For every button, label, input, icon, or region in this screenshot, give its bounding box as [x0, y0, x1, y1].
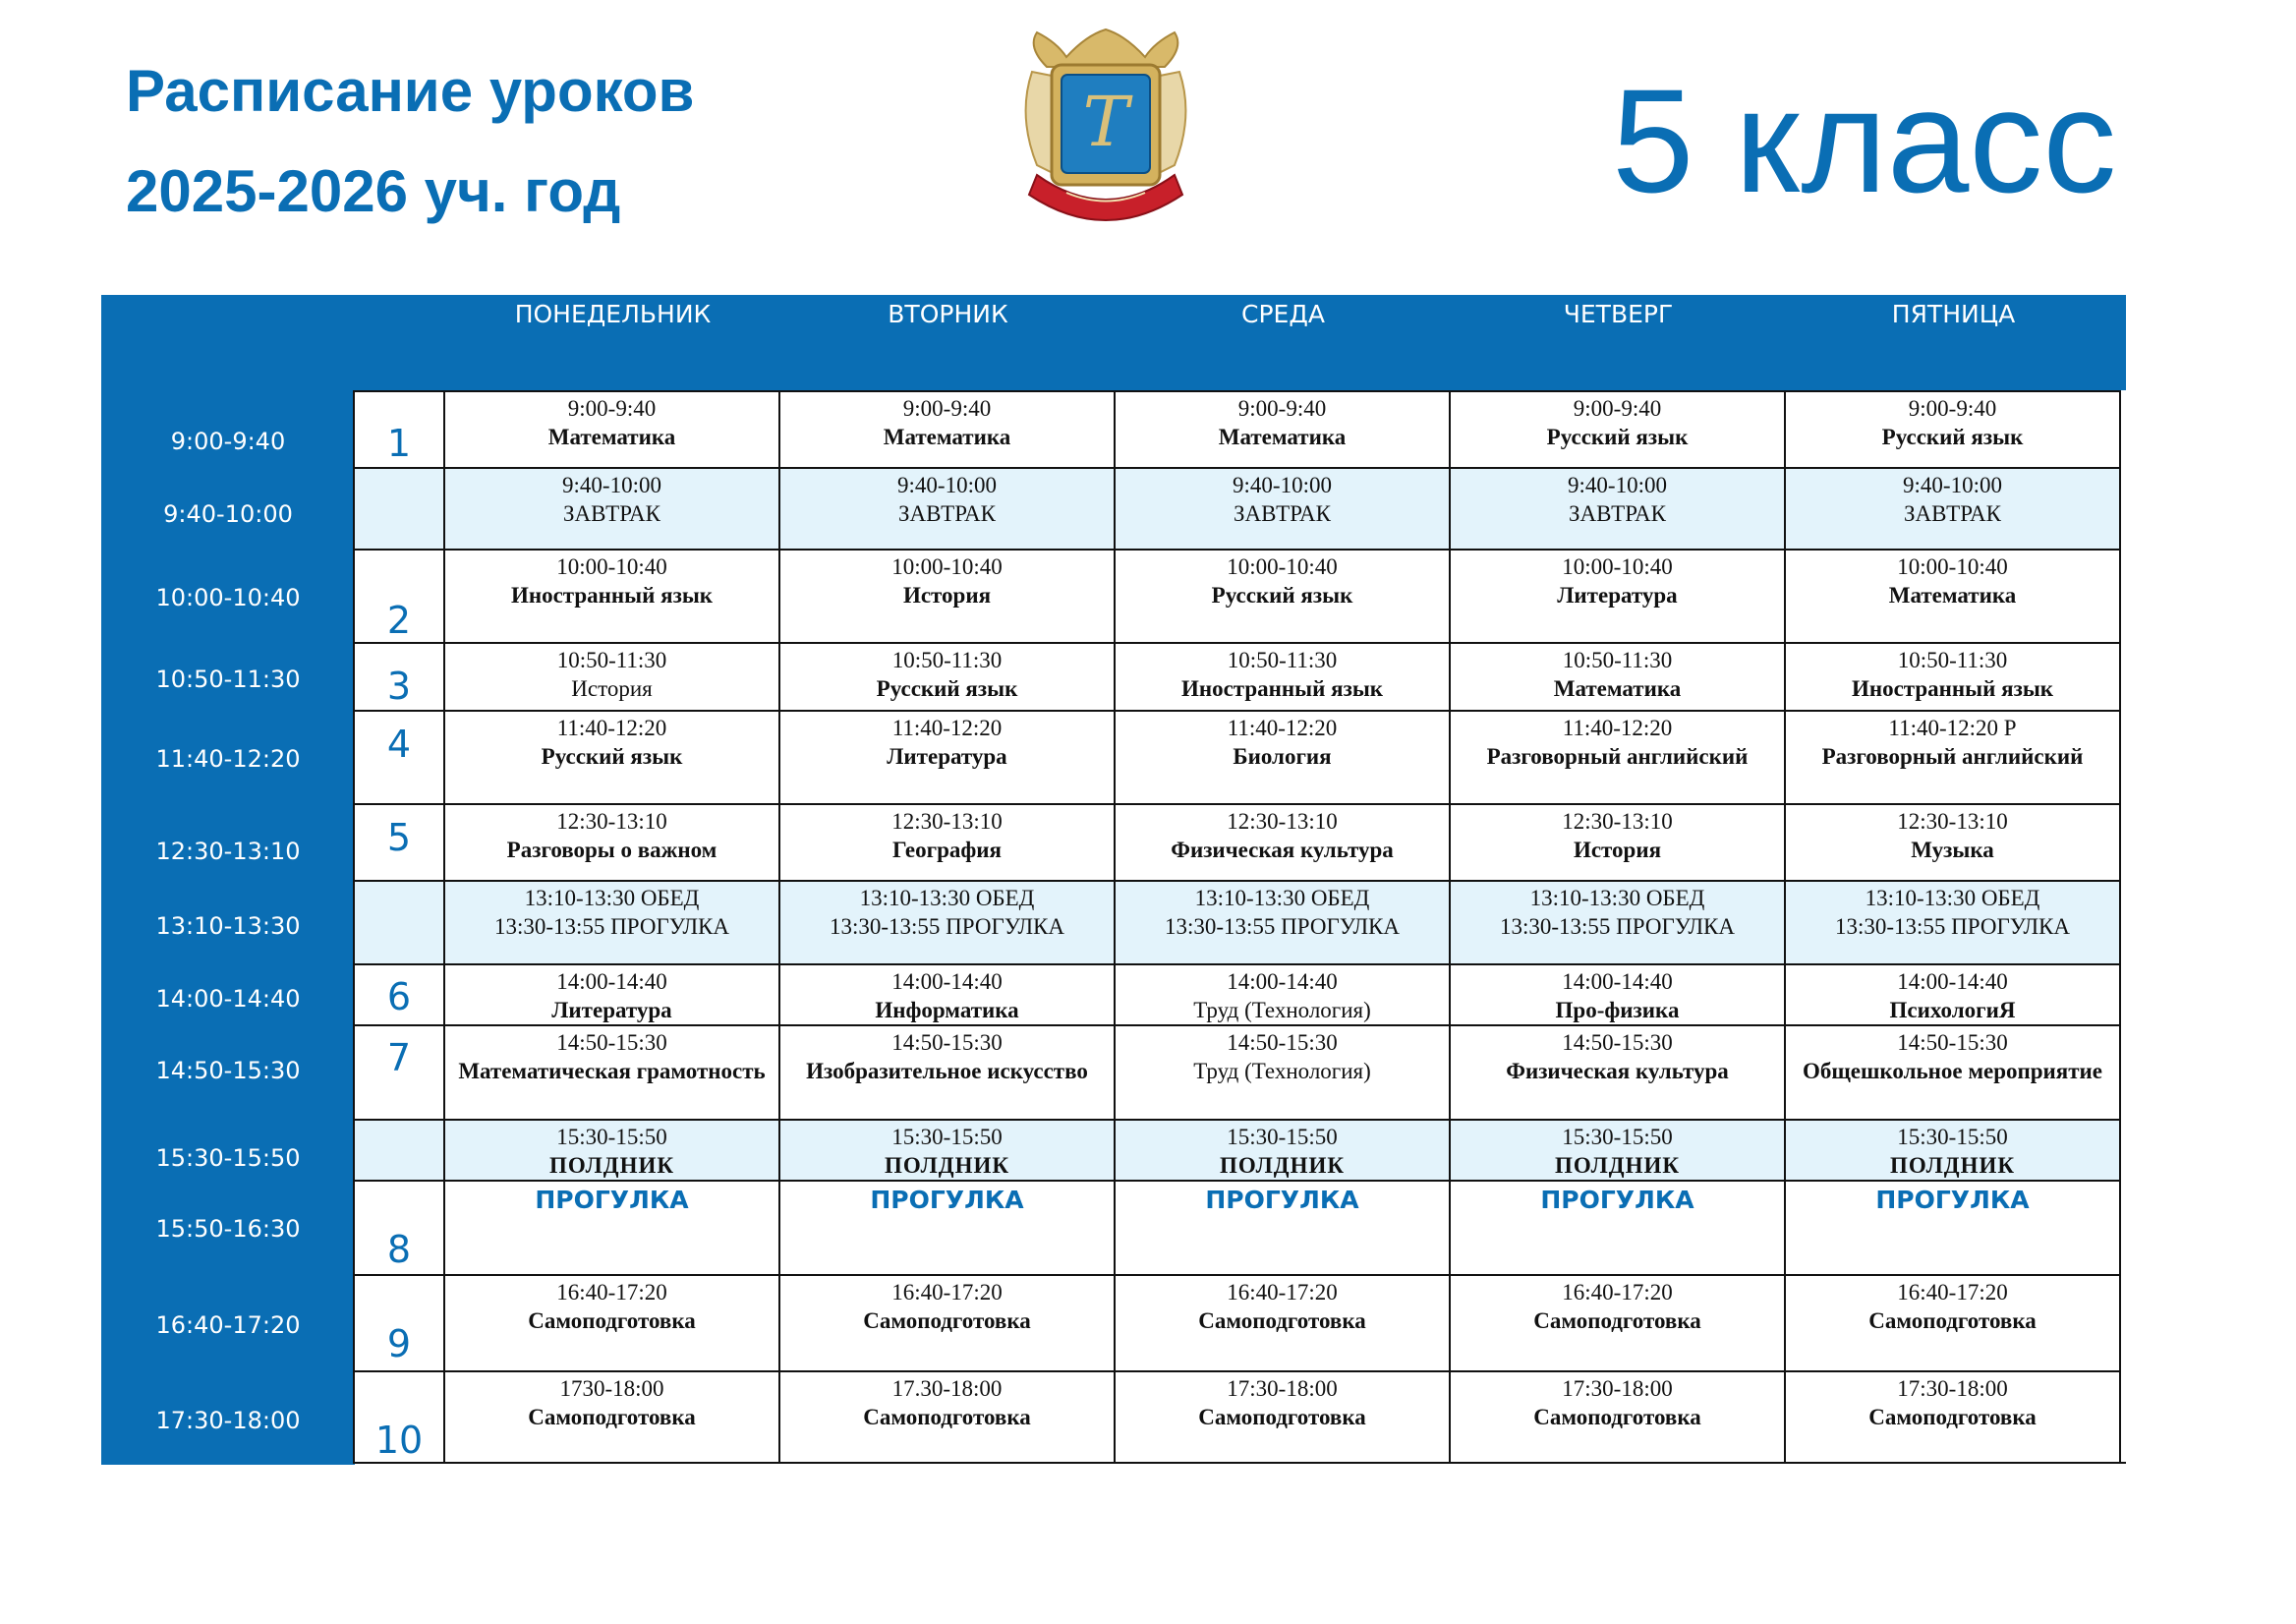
- lesson-number: 7: [386, 1036, 412, 1079]
- cell-subject: Труд (Технология): [1193, 998, 1371, 1022]
- cell-subject: ПОЛДНИК: [1219, 1153, 1346, 1178]
- cell-subject: ЗАВТРАК: [897, 501, 997, 526]
- lesson-number-cell: [355, 1119, 445, 1180]
- cell-time: 16:40-17:20: [1562, 1280, 1673, 1305]
- schedule-cell: [1786, 642, 2121, 710]
- schedule-cell: [780, 467, 1116, 549]
- cell-time: 9:40-10:00: [897, 473, 997, 497]
- cell-subject: Самоподготовка: [1533, 1405, 1701, 1429]
- day-header: ПОНЕДЕЛЬНИК: [514, 300, 712, 328]
- schedule-cell: [445, 390, 780, 467]
- time-slot-label: 9:00-9:40: [170, 428, 286, 455]
- schedule-cell: [1786, 880, 2121, 963]
- cell-subject: Физическая культура: [1506, 1059, 1729, 1083]
- cell-time: 12:30-13:10: [891, 809, 1003, 834]
- cell-time: 14:00-14:40: [891, 969, 1003, 994]
- schedule-cell: [780, 390, 1116, 467]
- cell-subject: Самоподготовка: [1868, 1308, 2037, 1333]
- cell-time: 11:40-12:20: [1227, 716, 1338, 740]
- cell-subject: 13:30-13:55 ПРОГУЛКА: [493, 914, 730, 939]
- cell-time: 10:50-11:30: [1227, 648, 1338, 672]
- cell-time: 15:30-15:50: [1562, 1125, 1673, 1149]
- cell-time: 10:00-10:40: [556, 554, 667, 579]
- cell-subject: Самоподготовка: [1868, 1405, 2037, 1429]
- cell-time: 10:00-10:40: [891, 554, 1003, 579]
- cell-subject: Иностранный язык: [510, 583, 714, 608]
- cell-subject: Русский язык: [876, 676, 1018, 701]
- cell-subject: Биология: [1233, 744, 1332, 769]
- cell-time: 13:10-13:30 ОБЕД: [1194, 886, 1370, 910]
- cell-time: 12:30-13:10: [556, 809, 667, 834]
- class-label: 5 класс: [1612, 58, 2117, 223]
- cell-subject: Самоподготовка: [1533, 1308, 1701, 1333]
- lesson-number-cell: [355, 549, 445, 642]
- table-left-border: [353, 390, 355, 1464]
- lesson-number-cell: [355, 1274, 445, 1370]
- cell-subject: Математика: [1888, 583, 2017, 608]
- cell-time: 13:10-13:30 ОБЕД: [1529, 886, 1705, 910]
- lesson-number-cell: [355, 963, 445, 1024]
- cell-subject: Литература: [551, 998, 672, 1022]
- schedule-cell: [445, 803, 780, 880]
- time-slot-label: 14:50-15:30: [155, 1057, 301, 1084]
- cell-time: 17:30-18:00: [1562, 1376, 1673, 1401]
- schedule-cell: [1116, 1370, 1451, 1462]
- cell-subject: Про-физика: [1555, 998, 1680, 1022]
- schedule-cell: [1116, 963, 1451, 1024]
- walk-label: ПРОГУЛКА: [1875, 1186, 2030, 1214]
- cell-time: 10:50-11:30: [1897, 648, 2008, 672]
- schedule-cell: [1451, 642, 1786, 710]
- cell-subject: 13:30-13:55 ПРОГУЛКА: [1164, 914, 1401, 939]
- cell-time: 15:30-15:50: [891, 1125, 1003, 1149]
- schedule-cell: [1116, 549, 1451, 642]
- cell-time: 10:50-11:30: [556, 648, 667, 672]
- schedule-cell: [445, 1024, 780, 1119]
- walk-label: ПРОГУЛКА: [1540, 1186, 1694, 1214]
- schedule-cell: [780, 880, 1116, 963]
- cell-subject: ЗАВТРАК: [1568, 501, 1667, 526]
- cell-time: 16:40-17:20: [556, 1280, 667, 1305]
- schedule-cell: [1786, 803, 2121, 880]
- schedule-cell: [1786, 1180, 2121, 1274]
- cell-subject: 13:30-13:55 ПРОГУЛКА: [1499, 914, 1736, 939]
- cell-time: 9:00-9:40: [902, 396, 992, 421]
- day-header: СРЕДА: [1241, 300, 1325, 328]
- cell-subject: Математика: [1218, 425, 1347, 449]
- cell-time: 12:30-13:10: [1897, 809, 2008, 834]
- school-crest-icon: [1007, 28, 1204, 234]
- schedule-cell: [445, 963, 780, 1024]
- cell-time: 13:10-13:30 ОБЕД: [859, 886, 1035, 910]
- timetable: [101, 295, 2126, 1465]
- schedule-cell: [1116, 1119, 1451, 1180]
- cell-subject: Самоподготовка: [1198, 1405, 1366, 1429]
- cell-time: 11:40-12:20: [1562, 716, 1673, 740]
- schedule-cell: [1786, 1119, 2121, 1180]
- schedule-cell: [1451, 710, 1786, 803]
- time-slot-label: 16:40-17:20: [155, 1311, 301, 1339]
- schedule-cell: [445, 1119, 780, 1180]
- lesson-number: 1: [386, 422, 412, 465]
- cell-subject: 13:30-13:55 ПРОГУЛКА: [829, 914, 1065, 939]
- cell-time: 16:40-17:20: [1897, 1280, 2008, 1305]
- cell-subject: Труд (Технология): [1193, 1059, 1371, 1083]
- schedule-cell: [780, 1370, 1116, 1462]
- svg-text:T: T: [1082, 82, 1129, 162]
- cell-time: 13:10-13:30 ОБЕД: [524, 886, 700, 910]
- cell-time: 1730-18:00: [559, 1376, 664, 1401]
- schedule-cell: [780, 963, 1116, 1024]
- schedule-cell: [1451, 467, 1786, 549]
- lesson-number: 10: [374, 1419, 424, 1462]
- cell-subject: Литература: [887, 744, 1007, 769]
- schedule-cell: [1786, 1274, 2121, 1370]
- schedule-cell: [1116, 390, 1451, 467]
- time-slot-label: 12:30-13:10: [155, 838, 301, 865]
- schedule-cell: [1786, 549, 2121, 642]
- cell-time: 9:40-10:00: [1568, 473, 1667, 497]
- cell-subject: Самоподготовка: [863, 1308, 1031, 1333]
- time-slot-label: 15:30-15:50: [155, 1144, 301, 1172]
- cell-subject: ЗАВТРАК: [562, 501, 661, 526]
- cell-time: 11:40-12:20: [556, 716, 667, 740]
- schedule-cell: [445, 880, 780, 963]
- cell-time: 9:00-9:40: [1237, 396, 1327, 421]
- schedule-cell: [1786, 710, 2121, 803]
- cell-subject: Самоподготовка: [863, 1405, 1031, 1429]
- schedule-cell: [780, 803, 1116, 880]
- cell-time: 16:40-17:20: [891, 1280, 1003, 1305]
- walk-label: ПРОГУЛКА: [535, 1186, 689, 1214]
- schedule-cell: [1451, 390, 1786, 467]
- cell-subject: Русский язык: [1881, 425, 2024, 449]
- cell-subject: Русский язык: [1211, 583, 1353, 608]
- schedule-cell: [1116, 1180, 1451, 1274]
- schedule-cell: [780, 1180, 1116, 1274]
- schedule-cell: [1451, 1180, 1786, 1274]
- cell-subject: География: [892, 838, 1002, 862]
- lesson-number: 8: [386, 1228, 412, 1271]
- cell-subject: Математика: [547, 425, 676, 449]
- schedule-cell: [1116, 803, 1451, 880]
- cell-time: 13:10-13:30 ОБЕД: [1865, 886, 2040, 910]
- cell-time: 14:50-15:30: [1897, 1030, 2008, 1055]
- lesson-number-cell: [355, 390, 445, 467]
- schedule-cell: [780, 1024, 1116, 1119]
- schedule-cell: [780, 642, 1116, 710]
- time-slot-label: 10:50-11:30: [155, 666, 301, 693]
- day-header: ЧЕТВЕРГ: [1563, 300, 1674, 328]
- schedule-cell: [1786, 467, 2121, 549]
- cell-subject: Изобразительное искусство: [806, 1059, 1088, 1083]
- time-slot-label: 17:30-18:00: [155, 1407, 301, 1434]
- cell-subject: Разговоры о важном: [506, 838, 718, 862]
- cell-subject: История: [571, 676, 653, 701]
- cell-time: 9:00-9:40: [1573, 396, 1662, 421]
- time-slot-label: 9:40-10:00: [163, 500, 293, 528]
- cell-time: 15:30-15:50: [1227, 1125, 1338, 1149]
- table-bottom-border: [355, 1462, 2126, 1464]
- lesson-number-cell: [355, 467, 445, 549]
- cell-time: 14:00-14:40: [1227, 969, 1338, 994]
- schedule-cell: [1116, 1024, 1451, 1119]
- schedule-cell: [445, 549, 780, 642]
- cell-subject: ЗАВТРАК: [1903, 501, 2002, 526]
- schedule-cell: [445, 710, 780, 803]
- cell-subject: Физическая культура: [1171, 838, 1394, 862]
- lesson-number-cell: [355, 803, 445, 880]
- schedule-cell: [1786, 1024, 2121, 1119]
- lesson-number-cell: [355, 880, 445, 963]
- lesson-number: 4: [386, 723, 412, 766]
- cell-time: 14:50-15:30: [1227, 1030, 1338, 1055]
- cell-time: 9:40-10:00: [1903, 473, 2002, 497]
- cell-subject: Самоподготовка: [528, 1405, 696, 1429]
- cell-subject: Самоподготовка: [528, 1308, 696, 1333]
- lesson-number-cell: [355, 642, 445, 710]
- schedule-cell: [1116, 642, 1451, 710]
- cell-subject: Музыка: [1911, 838, 1994, 862]
- cell-time: 14:00-14:40: [1562, 969, 1673, 994]
- cell-time: 14:50-15:30: [891, 1030, 1003, 1055]
- cell-time: 9:00-9:40: [1908, 396, 1997, 421]
- lesson-number: 2: [386, 599, 412, 642]
- schedule-cell: [445, 1370, 780, 1462]
- cell-subject: Иностранный язык: [1851, 676, 2054, 701]
- cell-time: 9:00-9:40: [567, 396, 657, 421]
- cell-subject: ЗАВТРАК: [1233, 501, 1332, 526]
- schedule-cell: [780, 1274, 1116, 1370]
- cell-subject: ПОЛДНИК: [1889, 1153, 2016, 1178]
- cell-time: 14:00-14:40: [556, 969, 667, 994]
- cell-subject: История: [1573, 838, 1662, 862]
- time-slot-label: 14:00-14:40: [155, 985, 301, 1013]
- day-header: ВТОРНИК: [888, 300, 1008, 328]
- schedule-cell: [1786, 390, 2121, 467]
- schedule-cell: [1116, 880, 1451, 963]
- lesson-number: 6: [386, 975, 412, 1018]
- lesson-number-cell: [355, 1370, 445, 1462]
- schedule-cell: [780, 1119, 1116, 1180]
- cell-subject: Математика: [1553, 676, 1682, 701]
- cell-subject: Русский язык: [1546, 425, 1689, 449]
- cell-time: 9:40-10:00: [562, 473, 661, 497]
- cell-subject: Математика: [883, 425, 1011, 449]
- schedule-cell: [1451, 803, 1786, 880]
- cell-time: 10:00-10:40: [1227, 554, 1338, 579]
- schedule-cell: [445, 1274, 780, 1370]
- schedule-cell: [780, 549, 1116, 642]
- schedule-cell: [445, 642, 780, 710]
- cell-subject: Иностранный язык: [1180, 676, 1384, 701]
- cell-time: 14:00-14:40: [1897, 969, 2008, 994]
- school-year: 2025-2026 уч. год: [126, 158, 621, 224]
- cell-subject: Литература: [1557, 583, 1678, 608]
- day-header: ПЯТНИЦА: [1891, 300, 2016, 328]
- cell-subject: ПОЛДНИК: [1554, 1153, 1681, 1178]
- cell-subject: ПОЛДНИК: [884, 1153, 1010, 1178]
- schedule-cell: [1451, 1274, 1786, 1370]
- schedule-cell: [1451, 1119, 1786, 1180]
- time-slot-label: 13:10-13:30: [155, 912, 301, 940]
- cell-time: 16:40-17:20: [1227, 1280, 1338, 1305]
- cell-subject: Разговорный английский: [1486, 744, 1749, 769]
- schedule-cell: [780, 710, 1116, 803]
- lesson-number: 3: [386, 665, 412, 708]
- lesson-number-cell: [355, 1180, 445, 1274]
- cell-time: 11:40-12:20: [891, 716, 1003, 740]
- schedule-cell: [1451, 880, 1786, 963]
- page-title: Расписание уроков: [126, 58, 695, 124]
- walk-label: ПРОГУЛКА: [870, 1186, 1024, 1214]
- walk-label: ПРОГУЛКА: [1205, 1186, 1359, 1214]
- schedule-cell: [1451, 963, 1786, 1024]
- schedule-cell: [1786, 963, 2121, 1024]
- cell-time: 17.30-18:00: [891, 1376, 1003, 1401]
- schedule-cell: [445, 1180, 780, 1274]
- cell-time: 10:00-10:40: [1897, 554, 2008, 579]
- cell-time: 12:30-13:10: [1227, 809, 1338, 834]
- cell-subject: Общешкольное мероприятие: [1802, 1059, 2103, 1083]
- schedule-cell: [1786, 1370, 2121, 1462]
- cell-subject: Математическая грамотность: [458, 1059, 766, 1083]
- cell-subject: ПсихологиЯ: [1889, 998, 2016, 1022]
- lesson-number: 5: [386, 816, 412, 859]
- time-slot-label: 11:40-12:20: [155, 745, 301, 773]
- cell-time: 10:50-11:30: [1562, 648, 1673, 672]
- cell-time: 14:50-15:30: [556, 1030, 667, 1055]
- cell-subject: 13:30-13:55 ПРОГУЛКА: [1834, 914, 2071, 939]
- lesson-number-cell: [355, 710, 445, 803]
- lesson-number: 9: [386, 1322, 412, 1365]
- cell-time: 10:00-10:40: [1562, 554, 1673, 579]
- cell-subject: Самоподготовка: [1198, 1308, 1366, 1333]
- cell-time: 11:40-12:20 Р: [1888, 716, 2017, 740]
- cell-subject: Русский язык: [541, 744, 683, 769]
- schedule-cell: [1116, 1274, 1451, 1370]
- schedule-cell: [1451, 1370, 1786, 1462]
- time-slot-label: 10:00-10:40: [155, 584, 301, 611]
- cell-time: 15:30-15:50: [556, 1125, 667, 1149]
- cell-time: 10:50-11:30: [891, 648, 1003, 672]
- cell-subject: История: [902, 583, 992, 608]
- schedule-cell: [445, 467, 780, 549]
- time-slot-label: 15:50-16:30: [155, 1215, 301, 1243]
- cell-time: 17:30-18:00: [1897, 1376, 2008, 1401]
- schedule-cell: [1116, 710, 1451, 803]
- cell-subject: ПОЛДНИК: [548, 1153, 675, 1178]
- cell-time: 17:30-18:00: [1227, 1376, 1338, 1401]
- cell-time: 12:30-13:10: [1562, 809, 1673, 834]
- cell-subject: Разговорный английский: [1821, 744, 2084, 769]
- cell-time: 14:50-15:30: [1562, 1030, 1673, 1055]
- cell-time: 15:30-15:50: [1897, 1125, 2008, 1149]
- cell-subject: Информатика: [875, 998, 1019, 1022]
- schedule-cell: [1116, 467, 1451, 549]
- lesson-number-cell: [355, 1024, 445, 1119]
- cell-time: 9:40-10:00: [1233, 473, 1332, 497]
- schedule-cell: [1451, 1024, 1786, 1119]
- schedule-cell: [1451, 549, 1786, 642]
